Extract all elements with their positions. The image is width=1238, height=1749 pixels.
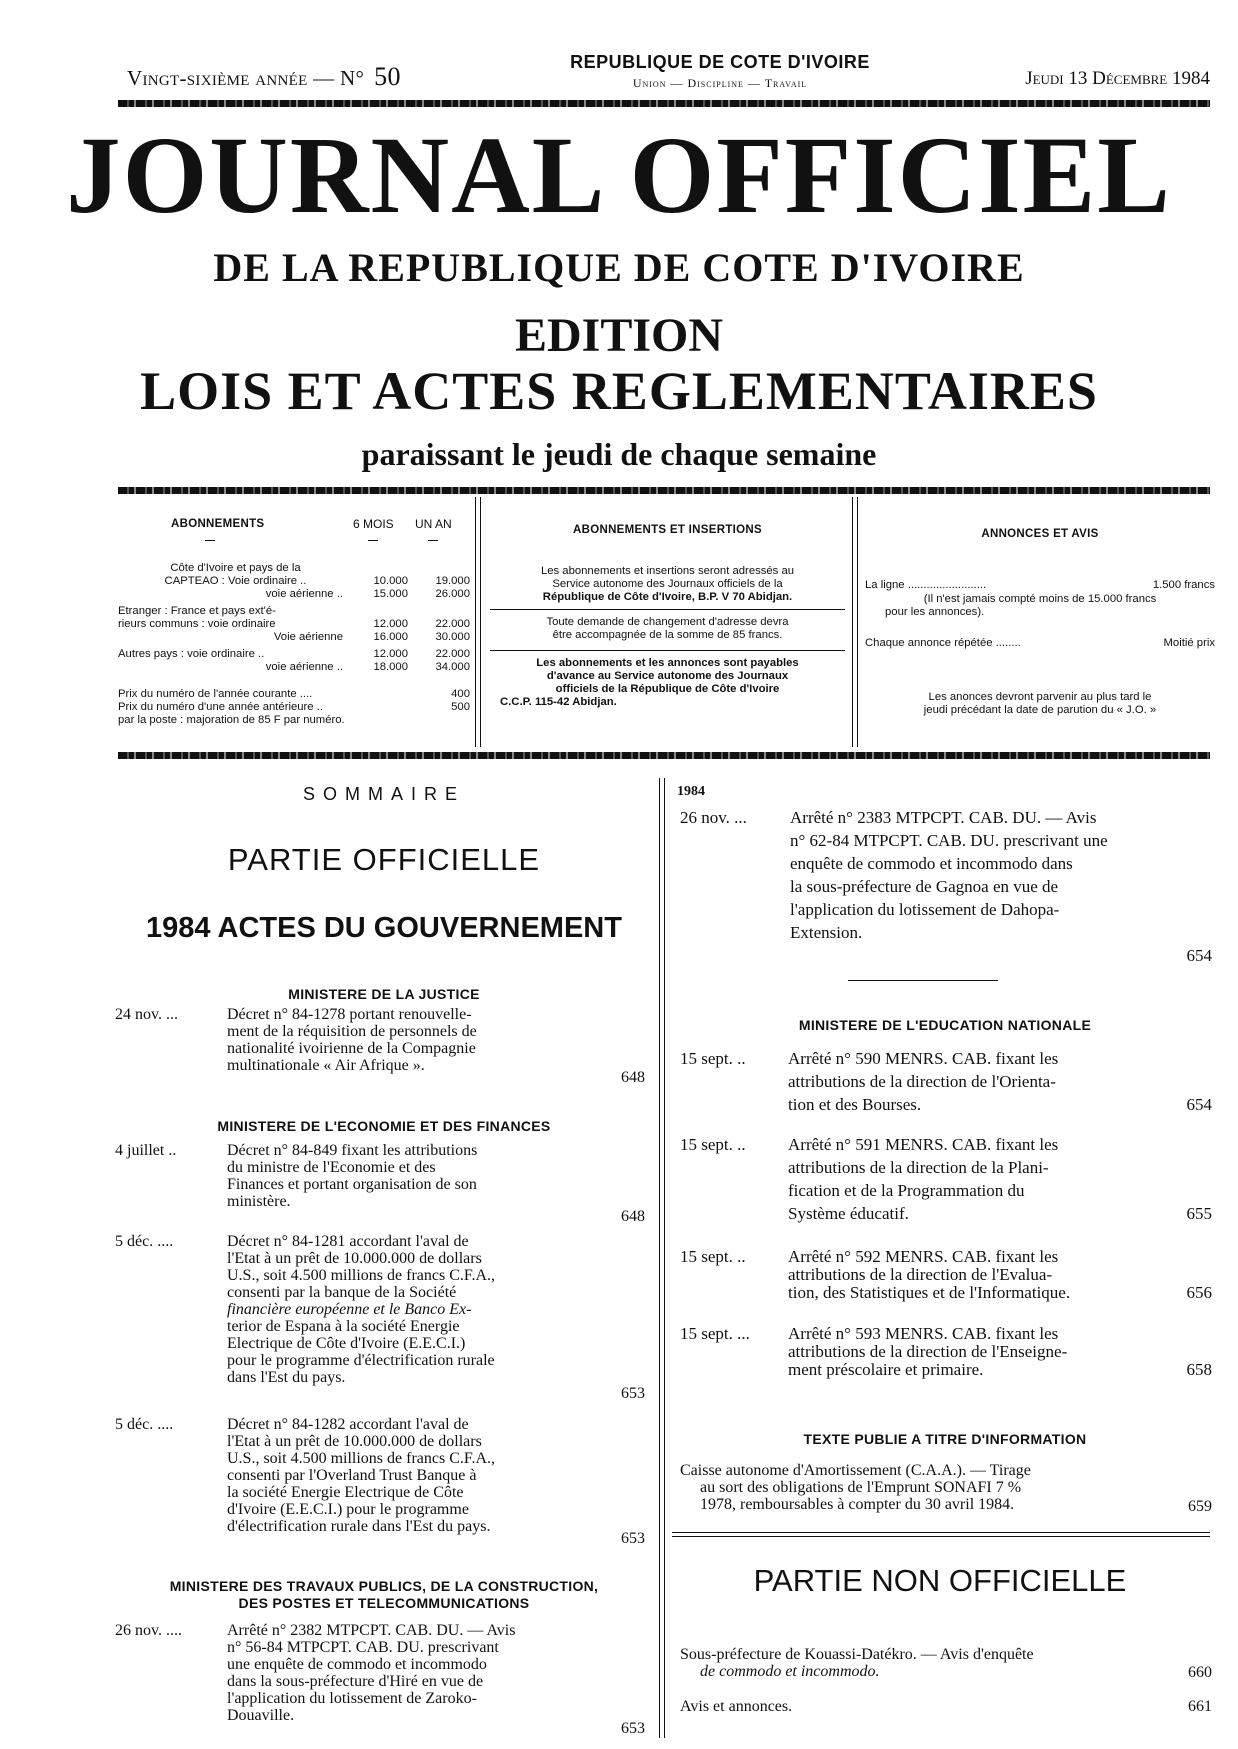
entry-line: Electrique de Côte d'Ivoire (E.E.C.I.): [227, 1335, 466, 1352]
entry-line: Arrêté n° 591 MENRS. CAB. fixant les: [788, 1135, 1059, 1154]
text-line: Service autonome des Journaux officiels de la: [552, 578, 783, 590]
separator-1: [672, 1532, 1210, 1533]
repeat-price-row: [865, 637, 1215, 651]
insertions-head: ABONNEMENTS ET INSERTIONS: [573, 524, 762, 536]
head-line: MINISTERE DES TRAVAUX PUBLICS, DE LA CONSTRUCTION,: [169, 1578, 599, 1594]
entry-page: 659: [1188, 1498, 1212, 1515]
entry-line: Finances et portant organisation de son: [227, 1176, 477, 1193]
row-label: voie aérienne ..: [265, 661, 343, 673]
entry-line: attributions de la direction de l'Enseigne-: [788, 1342, 1068, 1361]
entry-page: 653: [621, 1385, 645, 1402]
row-label: Voie aérienne: [273, 631, 343, 643]
partie-non-officielle-title: PARTIE NON OFFICIELLE: [753, 1563, 1127, 1598]
entry-page: 655: [1186, 1204, 1212, 1223]
entry-line: dans l'Est du pays.: [227, 1369, 346, 1386]
row-6m: 15.000: [373, 588, 408, 600]
box-top-rule: [118, 487, 1210, 494]
entry-line: au sort des obligations de l'Emprunt SONAFI 7 %: [700, 1479, 1022, 1496]
table-row: [118, 588, 470, 601]
row-6m: 16.000: [373, 631, 408, 643]
text-line: Toute demande de changement d'adresse devra: [546, 616, 789, 628]
row-6m: [353, 601, 408, 618]
row-label: Etranger : France et pays ext'é-: [118, 605, 276, 617]
sommaire-title: SOMMAIRE: [302, 784, 465, 804]
republic-header: [545, 52, 895, 91]
table-row: [118, 644, 470, 661]
entry-line: dans la sous-préfecture d'Hiré en vue de: [227, 1673, 484, 1690]
entry-date: 5 déc. ....: [115, 1233, 174, 1250]
text-line: pour les annonces).: [885, 606, 985, 618]
list-item: [680, 1646, 1210, 1686]
list-item: [115, 1006, 645, 1086]
entry-date: 5 déc. ....: [115, 1416, 174, 1433]
motto: Union — Discipline — Travail: [632, 76, 808, 90]
table-row: [118, 562, 470, 575]
entry-line: terior de Espana à la société Energie: [227, 1318, 460, 1335]
box-bottom-rule: [118, 752, 1210, 759]
annonces-panel: [865, 528, 1215, 717]
subscriptions-head: ABONNEMENTS: [171, 518, 265, 530]
entry-line: l'Etat à un prêt de 10.000.000 de dollars: [227, 1250, 482, 1267]
price-table: [118, 688, 470, 727]
issue-number: 50: [374, 62, 401, 91]
subscription-table: [118, 562, 470, 674]
entry-line: Avis et annonces.: [680, 1698, 793, 1715]
entry-line: financière européenne et le Banco Ex-: [227, 1301, 472, 1318]
row-label: rieurs communs : voie ordinaire: [118, 618, 276, 630]
actes-title: 1984 ACTES DU GOUVERNEMENT: [146, 912, 622, 944]
entry-line: l'application du lotissement de Dahopa-: [790, 900, 1060, 919]
text-line: République de Côte d'Ivoire, B.P. V 70 Abidjan.: [542, 591, 793, 603]
entry-page: 648: [621, 1208, 645, 1225]
price-value: 400: [451, 688, 470, 700]
entry-line: enquête de commodo et incommodo dans: [790, 854, 1073, 873]
row-label: Côte d'Ivoire et pays de la: [170, 562, 301, 574]
box-divider-1: [475, 497, 476, 747]
entry-line: Décret n° 84-1282 accordant l'aval de: [227, 1416, 469, 1433]
text-line: d'avance au Service autonome des Journaux: [546, 670, 789, 682]
table-row: [118, 701, 470, 714]
table-row: [118, 661, 470, 674]
text-line: Les abonnements et insertions seront adressés au: [540, 565, 795, 577]
year-1984: 1984: [677, 784, 705, 799]
entry-line: Arrêté n° 590 MENRS. CAB. fixant les: [788, 1049, 1059, 1068]
edition-name: LOIS ET ACTES REGLEMENTAIRES: [140, 361, 1098, 421]
entry-line: de commodo et incommodo.: [700, 1663, 880, 1680]
table-row: [118, 714, 470, 727]
list-item: [680, 1325, 1210, 1385]
entry-line: du ministre de l'Economie et des: [227, 1159, 436, 1176]
list-item: [680, 1133, 1210, 1228]
entry-line: Extension.: [790, 923, 863, 942]
entry-page: 654: [1186, 1095, 1212, 1114]
publication-frequency: paraissant le jeudi de chaque semaine: [361, 436, 877, 472]
entry-date: 15 sept. ..: [680, 1049, 746, 1068]
partie-officielle-title: PARTIE OFFICIELLE: [227, 842, 541, 877]
entry-line: consenti par la banque de la Société: [227, 1284, 457, 1301]
price-label: Prix du numéro de l'année courante ....: [118, 688, 313, 700]
entry-line: U.S., soit 4.500 millions de francs C.F.A.,: [227, 1450, 496, 1467]
price-value: 500: [451, 701, 470, 713]
insertions-panel: [490, 524, 845, 709]
entry-date: 26 nov. ...: [680, 808, 747, 827]
entry-line: ministère.: [227, 1193, 291, 1210]
table-row: [118, 631, 470, 644]
price-label: Prix du numéro d'une année antérieure ..: [118, 701, 324, 713]
row-6m: 10.000: [373, 575, 408, 587]
separator-2: [672, 1536, 1210, 1537]
row-12m: 22.000: [435, 618, 470, 630]
text-line: être accompagnée de la somme de 85 francs.: [552, 629, 783, 641]
row-label: voie aérienne ..: [265, 588, 343, 600]
repeat-label: Chaque annonce répétée ........: [865, 637, 1021, 649]
list-item: [115, 1622, 645, 1737]
annonces-head: ANNONCES ET AVIS: [981, 528, 1099, 540]
head-line: DES POSTES ET TELECOMMUNICATIONS: [238, 1595, 530, 1611]
journal-subtitle: DE LA REPUBLIQUE DE COTE D'IVOIRE: [213, 245, 1025, 290]
row-label: Autres pays : voie ordinaire ..: [118, 648, 265, 660]
table-row: [118, 618, 470, 631]
price-label: par la poste : majoration de 85 F par numéro.: [118, 714, 345, 726]
table-row: [118, 688, 470, 701]
entry-line: ment préscolaire et primaire.: [788, 1360, 984, 1379]
subscriptions-panel: [118, 517, 470, 726]
entry-page: 660: [1188, 1664, 1212, 1681]
year-issue-label: [127, 62, 401, 92]
line-label: La ligne .........................: [865, 579, 987, 591]
entry-line: la sous-préfecture de Gagnoa en vue de: [790, 877, 1059, 896]
entry-line: tion, des Statistiques et de l'Informatique.: [788, 1283, 1071, 1302]
entry-line: Système éducatif.: [788, 1204, 909, 1223]
edition-label: EDITION: [514, 309, 724, 362]
box-divider-1b: [480, 497, 481, 747]
entry-line: Arrêté n° 592 MENRS. CAB. fixant les: [788, 1247, 1059, 1266]
list-item: [680, 1047, 1210, 1117]
entry-page: 653: [621, 1530, 645, 1547]
year-label: Vingt-sixième année — N°: [127, 66, 365, 90]
insertions-p1: [490, 565, 845, 604]
entry-line: la société Energie Electrique de Côte: [227, 1484, 464, 1501]
row-12m: [408, 562, 470, 575]
col-un-an: UN AN: [415, 517, 452, 531]
info-head: TEXTE PUBLIE A TITRE D'INFORMATION: [803, 1431, 1087, 1447]
entry-line: n° 56-84 MTPCPT. CAB. DU. prescrivant: [227, 1639, 499, 1656]
row-12m: 22.000: [435, 648, 470, 660]
entry-line: ment de la réquisition de personnels de: [227, 1023, 477, 1040]
entry-page: 658: [1186, 1360, 1212, 1379]
entry-line: pour le programme d'électrification rurale: [227, 1352, 495, 1369]
row-6m: 12.000: [373, 648, 408, 660]
entry-page: 656: [1186, 1283, 1212, 1302]
entry-line: attributions de la direction de la Plani-: [788, 1158, 1049, 1177]
entry-page: 653: [621, 1720, 645, 1737]
list-item: [115, 1142, 645, 1225]
economie-head: MINISTERE DE L'ECONOMIE ET DES FINANCES: [217, 1118, 551, 1134]
text-line: Les abonnements et les annonces sont payables: [536, 657, 799, 669]
journal-title: JOURNAL OFFICIEL: [66, 114, 1172, 236]
entry-line: Décret n° 84-849 fixant les attributions: [227, 1142, 478, 1159]
travaux-publics-head: [112, 1578, 656, 1612]
list-item: [115, 1416, 645, 1546]
entry-line: Caisse autonome d'Amortissement (C.A.A.). — Tirage: [680, 1462, 1031, 1479]
line-price-row: [865, 579, 1215, 593]
entry-line: une enquête de commodo et incommodo: [227, 1656, 487, 1673]
row-6m: [353, 562, 408, 575]
entry-line: d'électrification rurale dans l'Est du pays.: [227, 1518, 491, 1535]
entry-date: 4 juillet ..: [115, 1142, 177, 1159]
entry-page: 648: [621, 1069, 645, 1086]
entry-date: 15 sept. ...: [680, 1324, 750, 1343]
justice-head: MINISTERE DE LA JUSTICE: [288, 986, 480, 1002]
entry-line: Arrêté n° 2383 MTPCPT. CAB. DU. — Avis: [790, 808, 1097, 827]
entry-line: fication et de la Programmation du: [788, 1181, 1025, 1200]
col-6-mois: 6 MOIS: [353, 517, 394, 531]
list-item: [680, 1248, 1210, 1308]
separator: [848, 980, 998, 981]
row-12m: 34.000: [435, 661, 470, 673]
entry-line: Décret n° 84-1281 accordant l'aval de: [227, 1233, 469, 1250]
entry-line: attributions de la direction de l'Evalua-: [788, 1265, 1053, 1284]
text-line: C.C.P. 115-42 Abidjan.: [500, 696, 617, 708]
entry-date: 15 sept. ..: [680, 1135, 746, 1154]
column-divider: [659, 778, 660, 1738]
text-line: (Il n'est jamais compté moins de 15.000 francs: [923, 593, 1157, 605]
entry-line: consenti par l'Overland Trust Banque à: [227, 1467, 477, 1484]
table-row: [118, 575, 470, 588]
row-12m: [408, 601, 470, 618]
row-6m: 18.000: [373, 661, 408, 673]
top-rule: [118, 100, 1210, 107]
insertions-p3: [490, 657, 845, 709]
row-12m: 30.000: [435, 631, 470, 643]
entry-date: 15 sept. ..: [680, 1247, 746, 1266]
republic-name: REPUBLIQUE DE COTE D'IVOIRE: [570, 52, 870, 72]
entry-line: Arrêté n° 2382 MTPCPT. CAB. DU. — Avis: [227, 1622, 516, 1639]
row-12m: 26.000: [435, 588, 470, 600]
insertions-p2: [490, 616, 845, 642]
row-label: CAPTEAO : Voie ordinaire ..: [164, 575, 307, 587]
entry-page: 661: [1188, 1698, 1212, 1715]
row-6m: 12.000: [373, 618, 408, 630]
column-divider-b: [664, 778, 665, 1738]
list-item: [115, 1233, 645, 1402]
entry-line: Arrêté n° 593 MENRS. CAB. fixant les: [788, 1324, 1059, 1343]
entry-line: multinationale « Air Afrique ».: [227, 1057, 425, 1074]
list-item: [680, 1698, 1210, 1718]
list-item: [680, 1462, 1210, 1522]
entry-line: Douaville.: [227, 1707, 295, 1724]
entry-line: l'application du lotissement de Zaroko-: [227, 1690, 477, 1707]
box-divider-2: [852, 497, 853, 747]
text-line: officiels de la République de Côte d'Ivoire: [555, 683, 780, 695]
list-item: [680, 806, 1212, 966]
education-head: MINISTERE DE L'EDUCATION NATIONALE: [798, 1017, 1092, 1033]
entry-line: d'Ivoire (E.E.C.I.) pour le programme: [227, 1501, 469, 1518]
entry-date: 26 nov. ....: [115, 1622, 182, 1639]
entry-line: 1978, remboursables à compter du 30 avril 1984.: [700, 1496, 1015, 1513]
table-row: [118, 601, 470, 618]
entry-line: Sous-préfecture de Kouassi-Datékro. — Avis d'enquête: [680, 1646, 1034, 1663]
row-12m: 19.000: [435, 575, 470, 587]
entry-line: nationalité ivoirienne de la Compagnie: [227, 1040, 476, 1057]
issue-date: Jeudi 13 Décembre 1984: [1025, 68, 1210, 89]
entry-page: 654: [1186, 946, 1212, 965]
entry-line: U.S., soit 4.500 millions de francs C.F.A.,: [227, 1267, 496, 1284]
entry-date: 24 nov. ...: [115, 1006, 178, 1023]
entry-line: tion et des Bourses.: [788, 1095, 922, 1114]
entry-line: Décret n° 84-1278 portant renouvelle-: [227, 1006, 472, 1023]
text-line: jeudi précédant la date de parution du « J.O. »: [923, 704, 1157, 716]
text-line: Les anonces devront parvenir au plus tard le: [928, 691, 1152, 703]
repeat-price: Moitié prix: [1163, 637, 1215, 649]
box-divider-2b: [857, 497, 858, 747]
price-value: [443, 714, 470, 727]
line-price: 1.500 francs: [1152, 579, 1215, 591]
entry-line: l'Etat à un prêt de 10.000.000 de dollars: [227, 1433, 482, 1450]
entry-line: n° 62-84 MTPCPT. CAB. DU. prescrivant une: [790, 831, 1108, 850]
entry-line: attributions de la direction de l'Orienta-: [788, 1072, 1056, 1091]
